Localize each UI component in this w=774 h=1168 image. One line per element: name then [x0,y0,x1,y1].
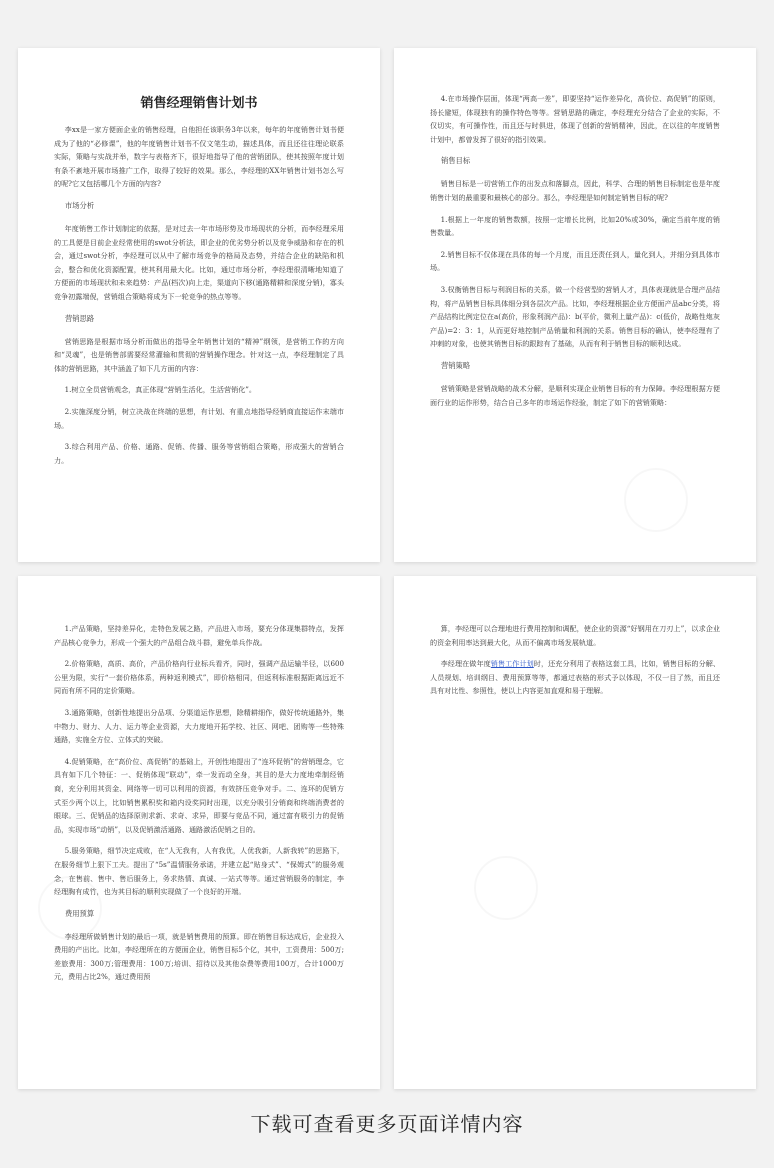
document-title: 销售经理销售计划书 [140,96,258,111]
watermark-icon [624,468,688,532]
target-item-3: 3.权衡销售目标与利润目标的关系，做一个经营型的营销人才，具体表现就是合理产品结构，将产品销售目标具体细分到各层次产品。比如，李经理根据企业方便面产品abc分类，将产品结构比例定位在a(高价，形象利润产品)：b(平价，微利上量产品)：c(低价，战略性炮灰产品)=2：3：1，从而更好地控制产品销量和利润的关系。销售目标的确认，使李经理有了冲刺的对象，也使其销售目标的跟踪有了基础，从而有利于销售目标的顺利达成。 [430,284,720,349]
section-heading-target: 销售目标 [440,156,471,166]
strategy-item-1: 1.产品策略，坚持差异化，走特色发展之路，产品进入市场，要充分体现集群特点，发挥产品核心竞争力，形成一个强大的产品组合战斗群，避免单兵作战。 [54,624,344,647]
document-page-4 [394,576,756,1089]
section-heading-idea: 营销思路 [64,313,95,323]
budget-paragraph: 李经理所做销售计划的最后一项，就是销售费用的预算。即在销售目标达成后，企业投入费用的产出比。比如，李经理所在的方便面企业，销售目标5个亿，其中，工资费用：500万;差旅费用：300万;管理费用：100万;培训、招待以及其他杂费等费用100万，合计1000万元，费用占比2%，通过费用预 [54,931,345,982]
idea-item-2: 2.实施深度分销，树立决战在终端的思想，有计划、有重点地指导经销商直接运作末端市场。 [54,406,344,430]
idea-item-1: 1.树立全员营销观念，真正体现“营销生活化，生活营销化”。 [64,385,257,395]
sales-plan-link[interactable]: 销售工作计划 [490,659,534,669]
section-heading-market: 市场分析 [64,200,95,210]
budget-continued-paragraph: 算，李经理可以合理地进行费用控制和调配，使企业的资源“好钢用在刀刃上”，以求企业的资金利用率达到最大化，从而不偏离市场发展轨道。 [430,624,720,647]
section-heading-strategy: 营销策略 [440,360,471,370]
strategy-item-3: 3.通路策略，创新性地提出分品项、分渠道运作思想，除精耕细作，做好传统通路外，集中物力、财力、人力、运力等企业资源，大力度地开拓学校、社区、网吧、团购等一些特殊通路，实施全方位、立体式的突破。 [54,707,344,745]
document-page-3 [18,576,380,1089]
idea-item-3: 3.综合利用产品、价格、通路、促销、传播、服务等营销组合策略，形成强大的营销合力。 [54,442,344,465]
strategy-item-2: 2.价格策略，高质、高价，产品价格向行业标兵看齐，同时，强调产品运输半径，以600公里为限，实行“一套价格体系，两种返利模式”，即价格相同，但返利标准根据距离远近不同而有所不同的定价策略。 [54,659,344,696]
strategy-item-4: 4.促销策略，在“高价位、高促销”的基础上，开创性地提出了“连环促销”的营销理念，它具有如下几个特征：一、促销体现“联动”，牵一发而动全身，其目的是大力度地牵制经销商，充分利用其资金、网络等一切可以利用的资源，有效挤压竞争对手。二、连环的促销方式至少两个以上，比如销售累积奖和箱内设奖同时出现，以充分吸引分销商和终端消费者的眼球。三、促销品的选择原则求新、求奇、求异，即要与竞品不同，通过富有吸引力的促销品，实现市场“动销”，以及促销激活通路、通路激活促销之目的。 [54,756,344,834]
idea-item-4: 4.在市场操作层面，体现“两高一差”，即要坚持“运作差异化，高价位、高促销”的原则，扬长避短，体现独有的操作特色等等。营销思路的确定，李经理充分结合了企业的实际，不仅切实，有可操作性，而且还与时俱进，体现了创新的营销精神，因此，在以往的年度销售计划中，都曾发挥了很好的指引效果。 [430,94,720,144]
target-item-2: 2.销售目标不仅体现在具体的每一个月度，而且还责任到人，量化到人，并细分到具体市场。 [430,249,720,273]
target-paragraph: 销售目标是一切营销工作的出发点和落脚点，因此，科学、合理的销售目标制定也是年度销售计划的最重要和最核心的部分。那么，李经理是如何制定销售目标的呢? [430,179,720,202]
download-more-caption[interactable]: 下载可查看更多页面详情内容 [250,1112,524,1136]
document-page-2 [394,48,756,562]
intro-paragraph: 李xx是一家方便面企业的销售经理，自他担任该职务3年以来，每年的年度销售计划书便成为了他的“必修课”，他的年度销售计划书不仅文笔生动，描述具体，而且还往往理论联系实际，策略与实战并举，数字与表格齐下，很好地指导了他的营销团队，使其按照年度计划有条不紊地开展市场推广工作，取得了较好的效果。那么，李经理的XX年销售计划书怎么写的呢?它又包括哪几个方面的内容? [54,125,344,189]
idea-paragraph: 营销思路是根据市场分析而做出的指导全年销售计划的“精神”纲领，是营销工作的方向和“灵魂”，也是销售部需要经常灌输和贯彻的营销操作理念。针对这一点，李经理制定了具体的营销思路，其中涵盖了如下几方面的内容： [54,336,344,373]
document-page-1 [18,48,380,562]
market-paragraph: 年度销售工作计划制定的依据，是对过去一年市场形势及市场现状的分析，而李经理采用的工具便是目前企业经常使用的swot分析法，即企业的优劣势分析以及竞争威胁和存在的机会，通过swot分析，李经理可以从中了解市场竞争的格局及态势，并结合企业的缺陷和机会，整合和优化资源配置，使其利用最大化。比如，通过市场分析，李经理很清晰地知道了方便面的市场现状和未来趋势：产品(档次)向上走，渠道向下移(通路精耕和深度分销)，寡头竞争初露端倪，营销组合策略将成为下一轮竞争的热点等等。 [54,223,344,301]
table-tool-text-post: 时，还充分利用了表格这套工具，比如，销售目标的分解、人员规划、培训纲目、费用预算等等，都通过表格的形式予以体现，不仅一目了然，而且还具有对比性、参照性，使以上内容更加直观和易于理解。 [430,659,721,696]
watermark-icon [474,856,538,920]
section-heading-budget: 费用预算 [64,908,95,918]
target-item-1: 1.根据上一年度的销售数额，按照一定增长比例，比如20%或30%，确定当前年度的销售数量。 [430,214,720,238]
strategy-item-5: 5.服务策略，细节决定成败，在“人无我有，人有我优，人优我新，人新我转”的思路下，在服务细节上狠下工夫。提出了“5s”温情服务承诺，并建立起“贴身式”、“保姆式”的服务观念，在售前、售中、售后服务上，务求热情、真诚、一站式等等。通过营销服务的制定，李经理胸有成竹，也为其目标的顺利实现做了一个良好的开端。 [54,846,344,897]
table-tool-paragraph [430,657,720,698]
strategy-paragraph: 营销策略是营销战略的战术分解，是顺利实现企业销售目标的有力保障。李经理根据方便面行业的运作形势，结合自己多年的市场运作经验，制定了如下的营销策略： [430,383,720,407]
table-tool-text-pre: 李经理在做年度 [440,659,491,669]
